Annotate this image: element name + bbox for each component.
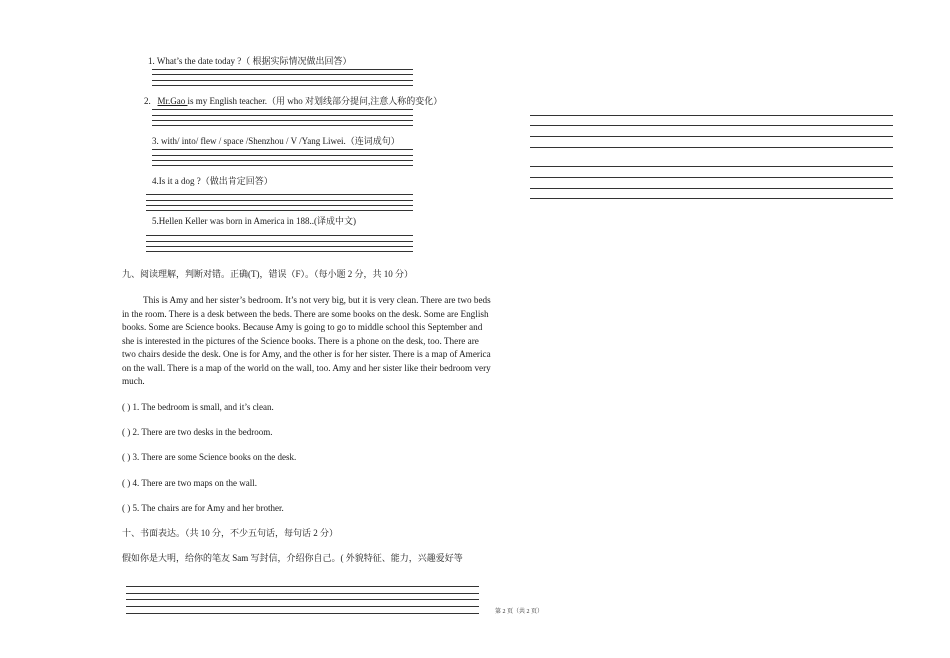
answer-line — [152, 80, 413, 81]
answer-line — [530, 166, 893, 167]
answer-line — [146, 194, 413, 195]
answer-line — [146, 210, 413, 211]
question-5: 5.Hellen Keller was born in America in 188..(译成中文) — [152, 216, 356, 226]
question-4: 4.Is it a dog ?（做出肯定回答） — [152, 176, 273, 186]
answer-line — [152, 165, 413, 166]
answer-line — [152, 155, 413, 156]
answer-line — [530, 136, 893, 137]
answer-line — [530, 198, 893, 199]
answer-line — [152, 85, 413, 86]
underlined-phrase: Mr.Gao — [157, 96, 188, 106]
answer-line — [530, 188, 893, 189]
answer-line — [146, 205, 413, 206]
answer-line — [146, 200, 413, 201]
answer-line — [152, 115, 413, 116]
answer-line — [530, 115, 893, 116]
answer-line — [152, 125, 413, 126]
answer-line — [530, 177, 893, 178]
section-10-heading: 十、书面表达。（共 10 分，不少五句话，每句话 2 分） — [122, 528, 339, 538]
answer-line — [152, 120, 413, 121]
answer-line — [530, 125, 893, 126]
reading-passage: This is Amy and her sister’s bedroom. It’s not very big, but it is very clean. There are two beds in the room. There is a desk between the beds. There are some books on the desk. Some are English books. Some are Science books. Because Amy is going to go to middle school this September and she is interested in the pictures of the Science books. There is a phone on the desk, too. There are two chairs deside the desk. One is for Amy, and the other is for her sister. There is a map of America on the wall. There is a map of the world on the wall, too. Amy and her sister like their bedroom very much. — [122, 295, 491, 386]
answer-line — [152, 160, 413, 161]
answer-line — [152, 74, 413, 75]
answer-line — [126, 593, 479, 594]
answer-line — [146, 246, 413, 247]
page-number: 第 2 页（共 2 页） — [495, 609, 544, 615]
answer-line — [126, 586, 479, 587]
answer-line — [126, 599, 479, 600]
answer-line — [152, 69, 413, 70]
answer-line — [146, 235, 413, 236]
answer-line — [152, 109, 413, 110]
answer-line — [126, 613, 479, 614]
answer-line — [126, 606, 479, 607]
writing-prompt: 假如你是大明，给你的笔友 Sam 写封信，介绍你自己。( 外貌特征、能力，兴趣爱好等 — [122, 553, 463, 563]
section-9-heading: 九、阅读理解，判断对错。正确(T)，错误（F）。（每小题 2 分，共 10 分） — [122, 269, 413, 279]
answer-line — [146, 251, 413, 252]
judgment-item-2: ( ) 2. There are two desks in the bedroom. — [122, 427, 273, 437]
answer-line — [152, 149, 413, 150]
judgment-item-3: ( ) 3. There are some Science books on the desk. — [122, 452, 297, 462]
question-1: 1. What’s the date today ?（ 根据实际情况做出回答） — [148, 56, 352, 66]
judgment-item-1: ( ) 1. The bedroom is small, and it’s clean. — [122, 402, 274, 412]
answer-line — [146, 241, 413, 242]
judgment-item-4: ( ) 4. There are two maps on the wall. — [122, 478, 258, 488]
answer-line — [530, 147, 893, 148]
question-3: 3. with/ into/ flew / space /Shenzhou / V /Yang Liwei.（连词成句） — [152, 136, 400, 146]
question-2: 2. Mr.Gao is my English teacher.（用 who 对划线部分提问,注意人称的变化） — [144, 96, 443, 106]
question-2-rest: is my English teacher.（用 who 对划线部分提问,注意人称的变化） — [187, 96, 443, 106]
judgment-item-5: ( ) 5. The chairs are for Amy and her brother. — [122, 503, 284, 513]
